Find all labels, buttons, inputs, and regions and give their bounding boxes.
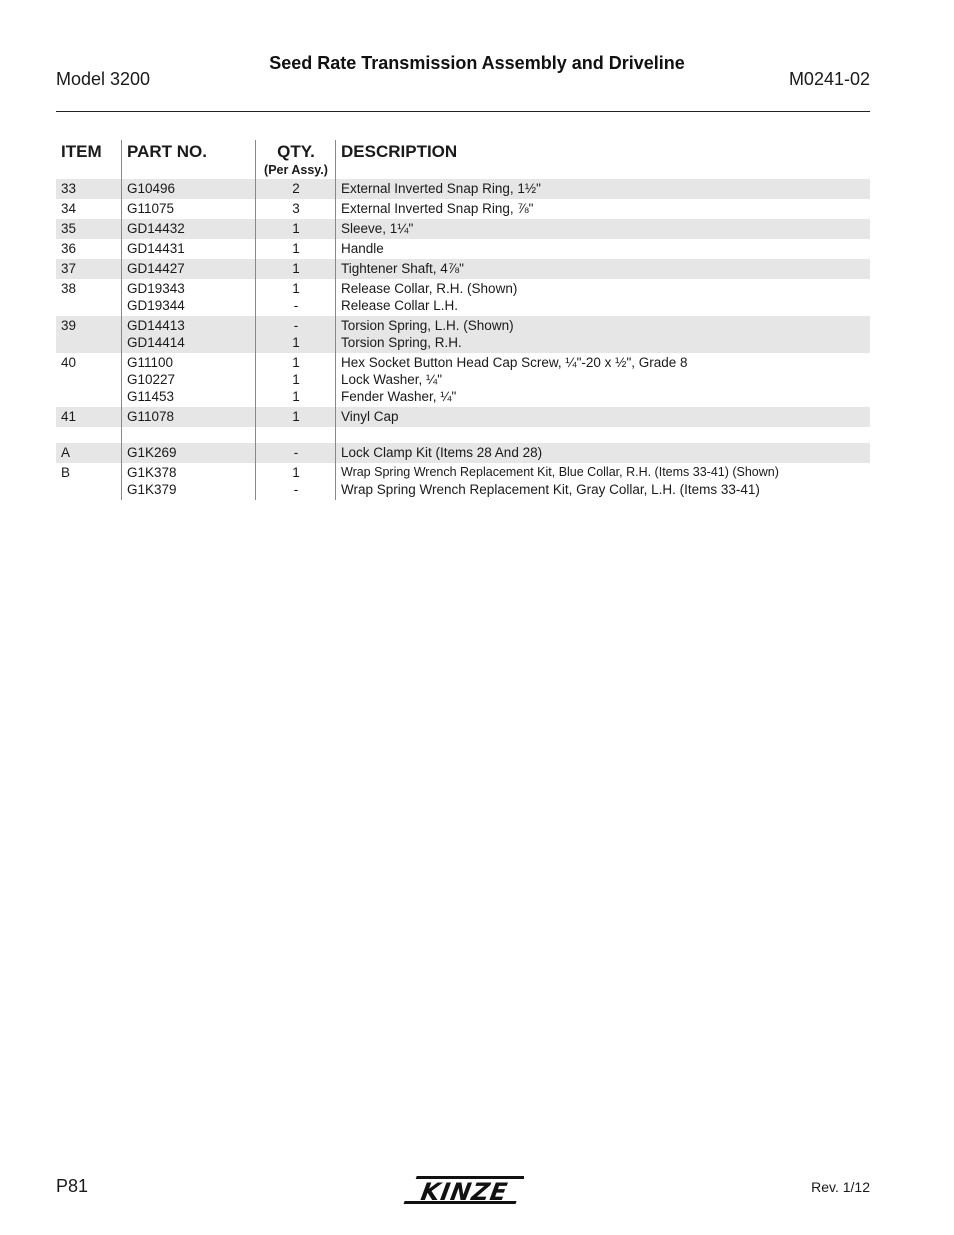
description: Lock Washer, ¼": [341, 372, 443, 387]
qty: 1: [292, 465, 300, 480]
table-row: [56, 316, 870, 353]
qty-cell: [256, 463, 336, 500]
table-row: [56, 199, 870, 219]
qty: 2: [292, 181, 300, 196]
column-header-description: DESCRIPTION: [336, 140, 871, 179]
qty-cell: [256, 239, 336, 259]
description: Hex Socket Button Head Cap Screw, ¼"-20 x ½", Grade 8: [341, 355, 688, 370]
qty: 1: [292, 261, 300, 276]
description: Release Collar, R.H. (Shown): [341, 281, 518, 296]
item-cell: 41: [56, 407, 122, 427]
part-no: G1K378: [127, 465, 177, 480]
part-no-cell: [122, 199, 256, 219]
part-no: G10227: [127, 372, 176, 387]
part-no-cell: [122, 353, 256, 407]
part-no-cell: [122, 316, 256, 353]
column-header-part-no: PART NO.: [122, 140, 256, 179]
description: External Inverted Snap Ring, 1½": [341, 181, 541, 196]
part-no-cell: [122, 179, 256, 199]
description-cell: [336, 443, 871, 463]
qty-cell: [256, 443, 336, 463]
item-cell: 36: [61, 241, 77, 256]
item-cell: 40: [61, 355, 77, 370]
table-row: [56, 353, 870, 407]
manual-number: M0241-02: [788, 69, 870, 89]
page-number: P81: [56, 1176, 89, 1196]
item-cell: A: [56, 443, 122, 463]
description: Tightener Shaft, 4⅞": [341, 261, 464, 276]
description: Sleeve, 1¼": [341, 221, 414, 236]
qty: 1: [292, 335, 300, 350]
table-row: [56, 443, 870, 463]
description: Release Collar L.H.: [341, 298, 459, 313]
part-no: GD14413: [127, 318, 185, 333]
kinze-logo: [402, 1172, 524, 1208]
page-title: Seed Rate Transmission Assembly and Driveline: [269, 53, 685, 73]
part-no: G11100: [127, 355, 174, 370]
part-no: GD19344: [127, 298, 185, 313]
item-cell: 33: [56, 179, 122, 199]
qty-cell: [256, 279, 336, 316]
description-cell: [336, 279, 871, 316]
qty: 3: [292, 201, 300, 216]
description-cell: [336, 353, 871, 407]
table-row: [56, 239, 870, 259]
qty: 1: [292, 372, 300, 387]
qty: -: [293, 298, 299, 313]
qty-label: QTY.: [277, 142, 315, 161]
qty-cell: [256, 353, 336, 407]
description-cell: [336, 199, 871, 219]
qty-cell: [256, 219, 336, 239]
qty: 1: [292, 221, 300, 236]
header-divider: [56, 111, 870, 112]
qty: -: [293, 482, 299, 497]
table-row: [56, 179, 870, 199]
part-no-cell: [122, 239, 256, 259]
column-header-qty: [256, 140, 336, 179]
description-cell: [336, 316, 871, 353]
column-header-item: ITEM: [61, 142, 102, 161]
item-cell: B: [61, 465, 71, 480]
table-header-row: [56, 140, 870, 179]
description-cell: [336, 259, 871, 279]
description: Vinyl Cap: [341, 409, 399, 424]
qty-cell: [256, 316, 336, 353]
part-no: G11453: [127, 389, 175, 404]
qty: 1: [292, 355, 300, 370]
part-no-cell: [122, 219, 256, 239]
part-no: G10496: [127, 181, 176, 196]
revision: Rev. 1/12: [811, 1179, 870, 1195]
part-no: GD19343: [127, 281, 185, 296]
part-no-cell: [122, 463, 256, 500]
part-no: G11075: [127, 201, 175, 216]
qty-cell: [256, 179, 336, 199]
description: Wrap Spring Wrench Replacement Kit, Blue Collar, R.H. (Items 33-41) (Shown): [341, 465, 779, 479]
part-no: GD14414: [127, 335, 185, 350]
part-no: GD14431: [127, 241, 185, 256]
item-cell: 37: [56, 259, 122, 279]
table-body: [56, 179, 870, 500]
description-cell: [336, 219, 871, 239]
description: Lock Clamp Kit (Items 28 And 28): [341, 445, 543, 460]
description: External Inverted Snap Ring, ⅞": [341, 201, 534, 216]
part-no: G11078: [127, 409, 175, 424]
parts-table: [56, 140, 870, 500]
svg-text:KINZE: KINZE: [418, 1178, 511, 1206]
part-no: G1K269: [127, 445, 177, 460]
part-no: GD14427: [127, 261, 185, 276]
item-cell: 38: [61, 281, 77, 296]
qty: -: [293, 445, 299, 460]
model-name: Model 3200: [56, 69, 151, 89]
qty: -: [293, 318, 299, 333]
item-cell: 35: [56, 219, 122, 239]
part-no-cell: [122, 407, 256, 427]
table-row: [56, 463, 870, 500]
description: Fender Washer, ¼": [341, 389, 457, 404]
qty: 1: [292, 389, 300, 404]
part-no-cell: [122, 259, 256, 279]
qty: 1: [292, 409, 300, 424]
table-row: [56, 407, 870, 427]
qty-cell: [256, 259, 336, 279]
description: Handle: [341, 241, 384, 256]
qty: 1: [292, 281, 300, 296]
description: Torsion Spring, R.H.: [341, 335, 462, 350]
qty-cell: [256, 407, 336, 427]
qty-cell: [256, 199, 336, 219]
item-cell: 39: [56, 316, 122, 353]
part-no-cell: [122, 443, 256, 463]
table-row: [56, 259, 870, 279]
part-no: GD14432: [127, 221, 185, 236]
description: Torsion Spring, L.H. (Shown): [341, 318, 514, 333]
description-cell: [336, 239, 871, 259]
table-row: [56, 279, 870, 316]
description-cell: [336, 463, 871, 500]
table-row: [56, 219, 870, 239]
table-spacer-row: [56, 427, 870, 443]
description: Wrap Spring Wrench Replacement Kit, Gray Collar, L.H. (Items 33-41): [341, 482, 760, 497]
qty: 1: [292, 241, 300, 256]
qty-sublabel: (Per Assy.): [264, 163, 328, 177]
item-cell: 34: [61, 201, 77, 216]
description-cell: [336, 179, 871, 199]
part-no: G1K379: [127, 482, 177, 497]
description-cell: [336, 407, 871, 427]
part-no-cell: [122, 279, 256, 316]
